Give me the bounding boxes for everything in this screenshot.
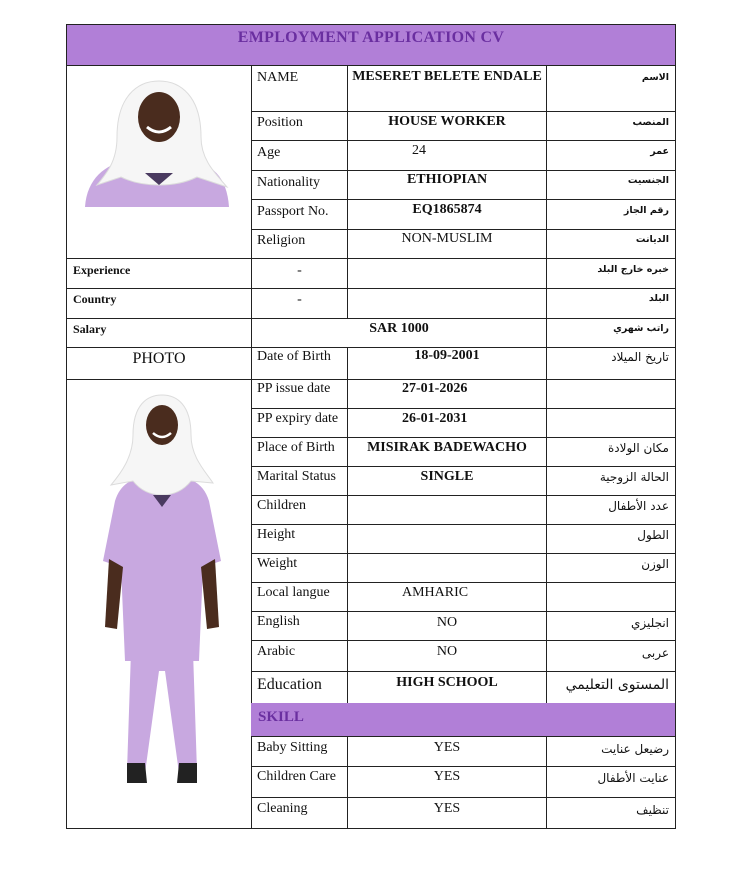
position-label: Position [257,115,303,130]
skill-label: Cleaning [257,801,308,816]
age-value: 24 [412,143,426,158]
marital-value: SINGLE [420,469,474,484]
portrait-photo [77,77,241,207]
skill-value: YES [433,801,461,816]
dob-label: Date of Birth [257,349,331,364]
country-value: - [297,292,302,307]
english-label: English [257,614,300,629]
local-lang-value: AMHARIC [402,585,469,600]
weight-label: Weight [257,556,298,571]
name-label: NAME [257,70,299,85]
photo-label: PHOTO [132,350,186,367]
nationality-ar: الجنسيت [627,175,669,186]
skill-value: YES [433,740,461,755]
arabic-ar: عربى [641,646,669,660]
religion-label: Religion [257,233,306,248]
skill-header-bar [251,703,675,736]
salary-value: SAR 1000 [369,321,429,336]
name-ar: الاسم [641,72,669,83]
country-ar: البلد [648,293,669,304]
skill-ar: عنايت الأطفال [597,771,669,785]
skill-label: Baby Sitting [257,740,328,755]
full-body-photo [87,391,237,791]
education-value: HIGH SCHOOL [396,675,498,690]
age-label: Age [257,145,281,160]
cv-sheet [66,24,676,829]
pob-value: MISIRAK BADEWACHO [367,440,527,455]
pp-expiry-value: 26-01-2031 [402,411,468,426]
children-label: Children [257,498,306,513]
nationality-label: Nationality [257,175,320,190]
name-value: MESERET BELETE ENDALE [352,69,542,84]
position-ar: المنصب [632,117,669,128]
experience-value: - [297,263,302,278]
pob-ar: مكان الولادة [607,441,669,455]
skill-header: SKILL [258,709,304,725]
experience-label: Experience [73,263,131,277]
education-label: Education [257,676,322,693]
experience-ar: خبره خارج البلد [597,264,669,275]
skill-value: YES [433,769,461,784]
salary-label: Salary [73,322,107,336]
skill-ar: تنظيف [636,803,669,817]
country-label: Country [73,292,117,306]
passport-label: Passport No. [257,204,329,219]
marital-label: Marital Status [257,469,336,484]
title-bar [67,25,675,66]
pob-label: Place of Birth [257,440,335,455]
position-value: HOUSE WORKER [388,114,506,129]
weight-ar: الوزن [641,557,669,571]
pp-issue-label: PP issue date [257,381,331,396]
skill-label: Children Care [257,769,336,784]
height-label: Height [257,527,296,542]
local-lang-label: Local langue [257,585,330,600]
english-ar: انجليزي [630,616,669,630]
english-value: NO [436,615,458,630]
arabic-value: NO [436,644,458,659]
salary-ar: راتب شهري [613,323,669,334]
age-ar: عمر [650,146,669,157]
pp-issue-value: 27-01-2026 [402,381,468,396]
pp-expiry-label: PP expiry date [257,411,339,426]
skill-ar: رضيعل عنايت [601,742,669,756]
marital-ar: الحالة الزوجية [599,470,669,484]
children-ar: عدد الأطفال [608,499,669,513]
religion-ar: الديانت [635,234,669,245]
arabic-label: Arabic [257,644,296,659]
height-ar: الطول [637,528,669,542]
document-title: EMPLOYMENT APPLICATION CV [237,29,505,46]
passport-value: EQ1865874 [412,202,482,217]
nationality-value: ETHIOPIAN [406,172,488,187]
passport-ar: رقم الجاز [623,205,669,216]
education-ar: المستوى التعليمي [565,677,669,693]
dob-value: 18-09-2001 [414,348,480,363]
dob-ar: تاريخ الميلاد [611,350,669,364]
religion-value: NON-MUSLIM [401,231,493,246]
